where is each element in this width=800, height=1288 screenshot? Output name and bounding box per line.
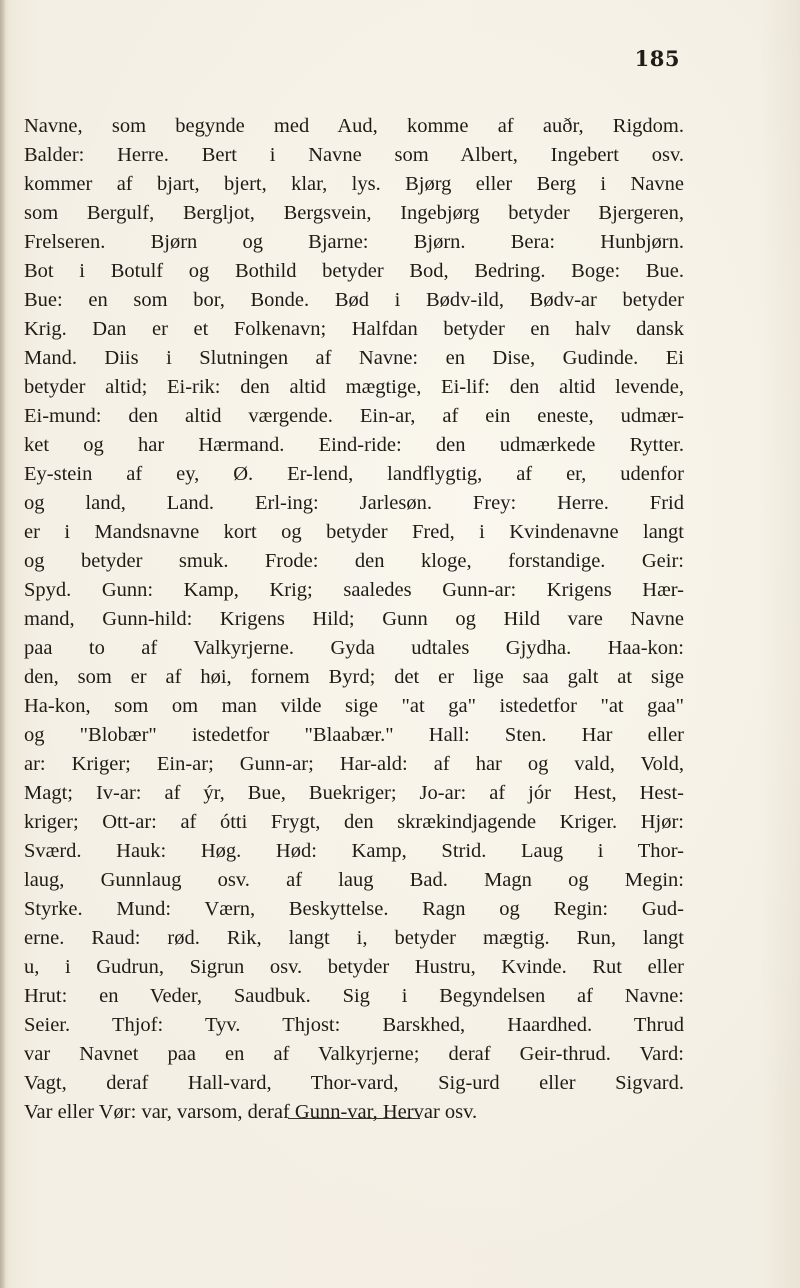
text-line: Ei-mund: den altid værgende. Ein-ar, af ein eneste, udmær- <box>24 405 684 427</box>
section-divider <box>288 1118 420 1119</box>
page-number: 185 <box>634 46 680 71</box>
text-line: Navne, som begynde med Aud, komme af auðr, Rigdom. <box>24 115 684 137</box>
text-line: u, i Gudrun, Sigrun osv. betyder Hustru, Kvinde. Rut eller <box>24 956 684 978</box>
text-line: Ha-kon, som om man vilde sige "at ga" istedetfor "at gaa" <box>24 695 684 717</box>
text-line: og land, Land. Erl-ing: Jarlesøn. Frey: Herre. Frid <box>24 492 684 514</box>
text-line: laug, Gunnlaug osv. af laug Bad. Magn og Megin: <box>24 869 684 891</box>
text-line: Bue: en som bor, Bonde. Bød i Bødv-ild, Bødv-ar betyder <box>24 289 684 311</box>
text-line: Mand. Diis i Slutningen af Navne: en Dise, Gudinde. Ei <box>24 347 684 369</box>
text-line: Vagt, deraf Hall-vard, Thor-vard, Sig-urd eller Sigvard. <box>24 1072 684 1094</box>
text-line: Seier. Thjof: Tyv. Thjost: Barskhed, Haardhed. Thrud <box>24 1014 684 1036</box>
text-line: Krig. Dan er et Folkenavn; Halfdan betyder en halv dansk <box>24 318 684 340</box>
text-line: Bot i Botulf og Bothild betyder Bod, Bedring. Boge: Bue. <box>24 260 684 282</box>
text-line: betyder altid; Ei-rik: den altid mægtige, Ei-lif: den altid levende, <box>24 376 684 398</box>
text-line: paa to af Valkyrjerne. Gyda udtales Gjydha. Haa-kon: <box>24 637 684 659</box>
text-line: Balder: Herre. Bert i Navne som Albert, Ingebert osv. <box>24 144 684 166</box>
text-line: den, som er af høi, fornem Byrd; det er lige saa galt at sige <box>24 666 684 688</box>
text-line: kommer af bjart, bjert, klar, lys. Bjørg eller Berg i Navne <box>24 173 684 195</box>
text-line: er i Mandsnavne kort og betyder Fred, i Kvindenavne langt <box>24 521 684 543</box>
text-line: Magt; Iv-ar: af ýr, Bue, Buekriger; Jo-ar: af jór Hest, Hest- <box>24 782 684 804</box>
text-line: ar: Kriger; Ein-ar; Gunn-ar; Har-ald: af har og vald, Vold, <box>24 753 684 775</box>
page-binding-shadow <box>0 0 6 1288</box>
text-line: var Navnet paa en af Valkyrjerne; deraf Geir-thrud. Vard: <box>24 1043 684 1065</box>
text-line: Styrke. Mund: Værn, Beskyttelse. Ragn og Regin: Gud- <box>24 898 684 920</box>
text-line: ket og har Hærmand. Eind-ride: den udmærkede Rytter. <box>24 434 684 456</box>
text-line: Var eller Vør: var, varsom, deraf Gunn-var, Hervar osv. <box>24 1101 478 1123</box>
text-line: og betyder smuk. Frode: den kloge, forstandige. Geir: <box>24 550 684 572</box>
glossary-text <box>24 112 684 1127</box>
text-line: Ey-stein af ey, Ø. Er-lend, landflygtig, af er, udenfor <box>24 463 684 485</box>
text-line: Sværd. Hauk: Høg. Hød: Kamp, Strid. Laug i Thor- <box>24 840 684 862</box>
text-line: som Bergulf, Bergljot, Bergsvein, Ingebjørg betyder Bjergeren, <box>24 202 684 224</box>
text-line: Spyd. Gunn: Kamp, Krig; saaledes Gunn-ar: Krigens Hær- <box>24 579 684 601</box>
text-line: og "Blobær" istedetfor "Blaabær." Hall: Sten. Har eller <box>24 724 684 746</box>
text-line: Hrut: en Veder, Saudbuk. Sig i Begyndelsen af Navne: <box>24 985 684 1007</box>
text-line: erne. Raud: rød. Rik, langt i, betyder mægtig. Run, langt <box>24 927 684 949</box>
text-line: kriger; Ott-ar: af ótti Frygt, den skrækindjagende Kriger. Hjør: <box>24 811 684 833</box>
text-line: Frelseren. Bjørn og Bjarne: Bjørn. Bera: Hunbjørn. <box>24 231 684 253</box>
text-line: mand, Gunn-hild: Krigens Hild; Gunn og Hild vare Navne <box>24 608 684 630</box>
